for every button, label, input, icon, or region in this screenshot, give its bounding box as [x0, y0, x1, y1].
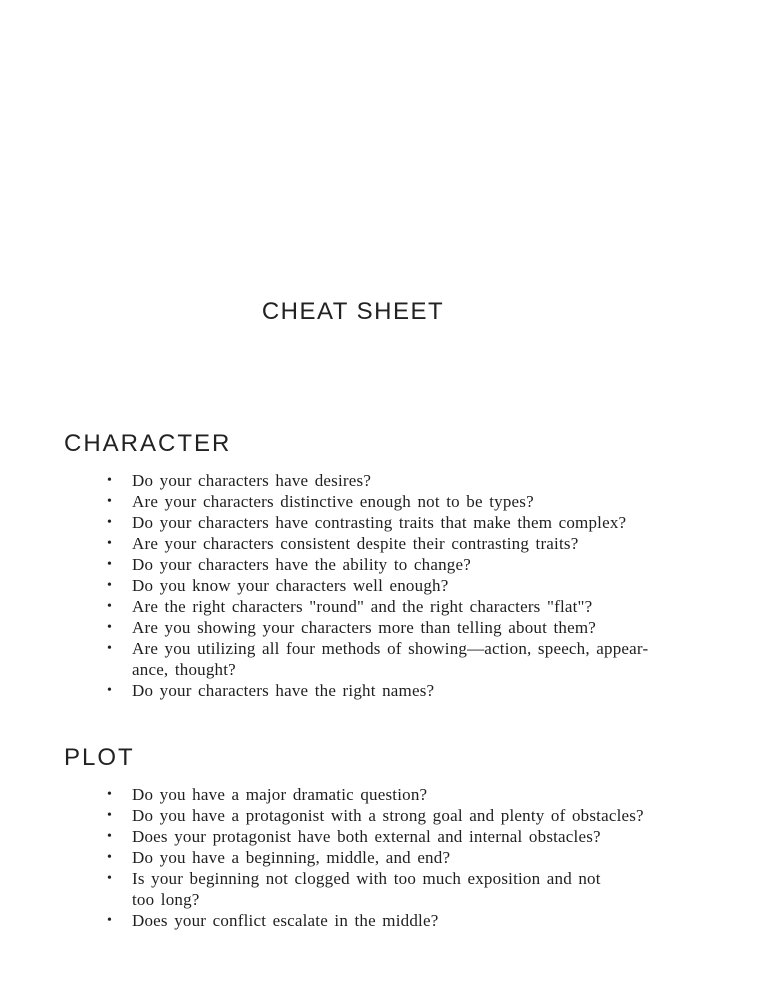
- list-item-text: Do your characters have contrasting traits that make them complex?: [132, 513, 627, 532]
- bullet-icon: •: [107, 829, 113, 844]
- list-item-text: Do your characters have the ability to change?: [132, 555, 471, 574]
- bullet-icon: •: [107, 871, 113, 886]
- list-item: [105, 868, 705, 910]
- bullet-icon: •: [107, 620, 113, 635]
- page-title: CHEAT SHEET: [261, 298, 445, 325]
- bullet-icon: •: [107, 473, 113, 488]
- list-item: [105, 575, 705, 596]
- bullet-icon: •: [107, 494, 113, 509]
- list-item-text: Do you have a major dramatic question?: [132, 785, 428, 804]
- list-item: [105, 596, 705, 617]
- list-item: [105, 470, 705, 491]
- bullet-icon: •: [107, 913, 113, 928]
- list-item-text: Do you have a beginning, middle, and end?: [132, 848, 451, 867]
- list-item: [105, 826, 705, 847]
- list-item-text: Do you know your characters well enough?: [132, 576, 449, 595]
- list-item-text: Is your beginning not clogged with too much exposition and not too long?: [132, 869, 601, 909]
- bullet-icon: •: [107, 808, 113, 823]
- list-item-text: Are you showing your characters more than telling about them?: [132, 618, 597, 637]
- plot-question-list: [105, 784, 705, 931]
- bullet-icon: •: [107, 641, 113, 656]
- list-item: [105, 805, 705, 826]
- list-item-text: Do you have a protagonist with a strong goal and plenty of obstacles?: [132, 806, 644, 825]
- list-item-text: Are your characters consistent despite their contrasting traits?: [132, 534, 579, 553]
- list-item: [105, 512, 705, 533]
- list-item: [105, 491, 705, 512]
- list-item-text: Are the right characters "round" and the right characters "flat"?: [132, 597, 593, 616]
- section-heading-character: CHARACTER: [64, 430, 232, 457]
- list-item-text: Are your characters distinctive enough not to be types?: [132, 492, 534, 511]
- bullet-icon: •: [107, 787, 113, 802]
- list-item: [105, 910, 705, 931]
- bullet-icon: •: [107, 683, 113, 698]
- list-item-text: Does your protagonist have both external and internal obstacles?: [132, 827, 601, 846]
- bullet-icon: •: [107, 850, 113, 865]
- section-heading-plot: PLOT: [64, 744, 135, 771]
- list-item: [105, 680, 705, 701]
- bullet-icon: •: [107, 578, 113, 593]
- list-item: [105, 847, 705, 868]
- list-item: [105, 617, 705, 638]
- list-item: [105, 784, 705, 805]
- list-item-text: Are you utilizing all four methods of showing—action, speech, appear- ance, thought?: [132, 639, 649, 679]
- bullet-icon: •: [107, 515, 113, 530]
- list-item: [105, 554, 705, 575]
- bullet-icon: •: [107, 557, 113, 572]
- bullet-icon: •: [107, 599, 113, 614]
- list-item: [105, 638, 705, 680]
- bullet-icon: •: [107, 536, 113, 551]
- character-question-list: [105, 470, 705, 701]
- list-item-text: Do your characters have desires?: [132, 471, 372, 490]
- list-item-text: Does your conflict escalate in the middle?: [132, 911, 439, 930]
- list-item: [105, 533, 705, 554]
- list-item-text: Do your characters have the right names?: [132, 681, 435, 700]
